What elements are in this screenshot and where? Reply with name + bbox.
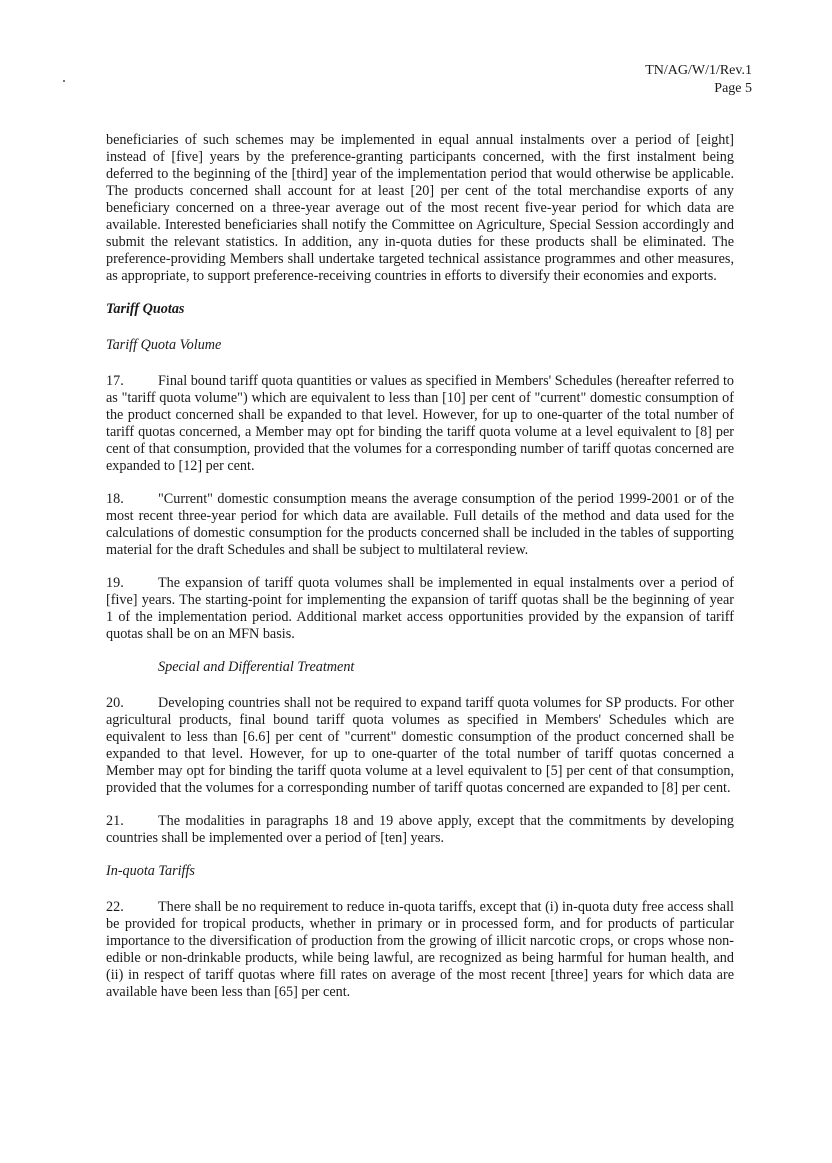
document-body [106, 132, 734, 1017]
paragraph-19 [106, 575, 734, 643]
document-symbol: TN/AG/W/1/Rev.1 [645, 63, 752, 78]
paragraph-number: 19. [106, 575, 124, 591]
paragraph-number: 17. [106, 373, 124, 389]
page-number: Page 5 [714, 81, 752, 96]
scan-speck [63, 80, 65, 82]
intro-paragraph: beneficiaries of such schemes may be implemented in equal annual instalments over a period of [eight] instead of [five] years by the preference-granting participants concerned, with the first instalment being deferred to the beginning of the [third] year of the implementation period that would otherwise be applicable. The products concerned shall account for at least [20] per cent of the total merchandise exports of any beneficiary concerned on a three-year average out of the most recent five-year period for which data are available. Interested beneficiaries shall notify the Committee on Agriculture, Special Session accordingly and submit the relevant statistics. In addition, any in-quota duties for these products shall be eliminated. The preference-providing Members shall undertake targeted technical assistance programmes and other measures, as appropriate, to support preference-receiving countries in efforts to diversify their economies and exports. [106, 132, 734, 284]
page-header [645, 62, 752, 98]
paragraph-number: 20. [106, 695, 124, 711]
paragraph-text: There shall be no requirement to reduce in-quota tariffs, except that (i) in-quota duty free access shall be provided for tropical products, whether in primary or in processed form, and for products of particular importance to the diversification of production from the growing of illicit narcotic crops, or crops whose non-edible or non-drinkable products, while being lawful, are recognized as being harmful for human health, and (ii) in respect of tariff quotas where fill rates on average of the most recent [three] years for which data are available have been less than [65] per cent. [106, 899, 734, 1000]
paragraph-number: 18. [106, 491, 124, 507]
paragraph-number: 21. [106, 813, 124, 829]
section-heading-tariff-quotas: Tariff Quotas [106, 301, 185, 317]
subsection-heading-special-differential: Special and Differential Treatment [158, 659, 355, 675]
paragraph-22 [106, 899, 734, 1001]
paragraph-17 [106, 373, 734, 475]
paragraph-text: Developing countries shall not be required to expand tariff quota volumes for SP products. For other agricultural products, final bound tariff quota volumes as specified in Members' Schedules which are equivalent to less than [6.6] per cent of "current" domestic consumption of the product concerned shall be expanded to that level. However, for up to one-quarter of the total number of tariff quotas concerned a Member may opt for binding the tariff quota volume at a level equivalent to [5] per cent of that consumption, provided that the volumes for a corresponding number of tariff quotas concerned are expanded to [8] per cent. [106, 695, 734, 796]
subsection-heading-in-quota-tariffs: In-quota Tariffs [106, 863, 195, 879]
paragraph-number: 22. [106, 899, 124, 915]
subsection-heading-tariff-quota-volume: Tariff Quota Volume [106, 337, 222, 353]
paragraph-18 [106, 491, 734, 559]
paragraph-20 [106, 695, 734, 797]
paragraph-text: Final bound tariff quota quantities or values as specified in Members' Schedules (hereafter referred to as "tariff quota volume") which are equivalent to less than [10] per cent of "current" domestic consumption of the product concerned shall be expanded to that level. However, for up to one-quarter of the total number of tariff quotas concerned, a Member may opt for binding the tariff quota volume at a level equivalent to [8] per cent of that consumption, provided that the volumes for a corresponding number of tariff quotas concerned are expanded to [12] per cent. [106, 373, 734, 474]
paragraph-text: "Current" domestic consumption means the average consumption of the period 1999-2001 or of the most recent three-year period for which data are available. Full details of the method and data used for the calculations of domestic consumption for the products concerned shall be included in the tables of supporting material for the draft Schedules and shall be subject to multilateral review. [106, 491, 734, 558]
paragraph-text: The modalities in paragraphs 18 and 19 above apply, except that the commitments by developing countries shall be implemented over a period of [ten] years. [106, 813, 734, 846]
paragraph-text: The expansion of tariff quota volumes shall be implemented in equal instalments over a period of [five] years. The starting-point for implementing the expansion of tariff quotas shall be the beginning of year 1 of the implementation period. Additional market access opportunities provided by the expansion of tariff quotas shall be on an MFN basis. [106, 575, 734, 642]
paragraph-21 [106, 813, 734, 847]
